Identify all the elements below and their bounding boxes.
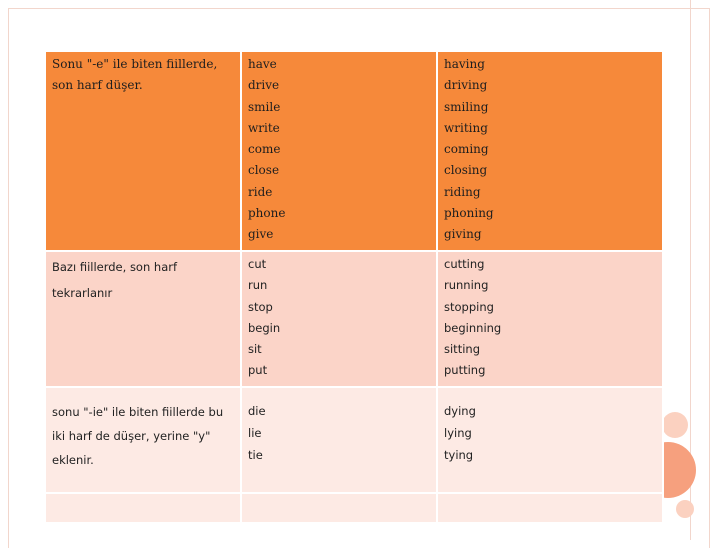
base-verbs-cell	[241, 251, 437, 387]
decorative-circle-medium	[662, 412, 688, 438]
ing-form: giving	[444, 227, 482, 242]
ing-form: driving	[444, 78, 488, 93]
base-verbs-cell	[241, 51, 437, 251]
ing-form: putting	[444, 363, 486, 378]
empty-cell	[241, 493, 437, 523]
ing-form: coming	[444, 142, 489, 157]
ing-form: beginning	[444, 320, 502, 335]
empty-cell	[437, 493, 663, 523]
ing-form: running	[444, 278, 489, 293]
ing-form: lying	[444, 426, 472, 440]
ing-form: stopping	[444, 299, 494, 314]
rule-text: Bazı fiillerde, son harf tekrarlanır	[52, 260, 178, 300]
ing-form: closing	[444, 163, 488, 178]
base-verb: run	[248, 278, 268, 293]
decorative-circle-small	[676, 500, 694, 518]
base-verb: begin	[248, 320, 281, 335]
table-row	[45, 51, 663, 251]
ing-form: having	[444, 57, 485, 71]
rule-text: sonu "-ie" ile biten fiillerde bu iki harf de düşer, yerine "y" eklenir.	[52, 405, 224, 467]
ing-form: dying	[444, 404, 476, 418]
rule-cell	[45, 251, 241, 387]
ing-form: phoning	[444, 206, 494, 221]
base-verb: tie	[248, 448, 263, 462]
ing-forms-cell	[437, 387, 663, 493]
ing-form: sitting	[444, 342, 480, 357]
ing-form: smiling	[444, 99, 489, 114]
ing-form: cutting	[444, 257, 485, 271]
ing-forms-cell	[437, 51, 663, 251]
base-verb: give	[248, 227, 274, 242]
rule-text: Sonu "-e" ile biten fiillerde, son harf düşer.	[52, 57, 218, 93]
base-verb: sit	[248, 342, 262, 357]
base-verb: write	[248, 120, 280, 135]
base-verb: close	[248, 163, 280, 178]
base-verb: lie	[248, 426, 262, 440]
table-row-empty	[45, 493, 663, 523]
base-verb: stop	[248, 299, 273, 314]
base-verb: cut	[248, 257, 267, 271]
base-verb: die	[248, 404, 266, 418]
base-verbs-cell	[241, 387, 437, 493]
base-verb: smile	[248, 99, 281, 114]
base-verb: phone	[248, 206, 286, 221]
ing-form: tying	[444, 448, 474, 462]
base-verb: ride	[248, 184, 273, 199]
base-verb: drive	[248, 78, 280, 93]
table-row	[45, 387, 663, 493]
table-row	[45, 251, 663, 387]
rule-cell	[45, 387, 241, 493]
empty-cell	[45, 493, 241, 523]
ing-forms-cell	[437, 251, 663, 387]
base-verb: come	[248, 142, 281, 157]
ing-form: writing	[444, 120, 488, 135]
base-verb: have	[248, 57, 277, 71]
rule-cell	[45, 51, 241, 251]
base-verb: put	[248, 363, 268, 378]
ing-form: riding	[444, 184, 481, 199]
spelling-rules-table	[44, 50, 664, 524]
